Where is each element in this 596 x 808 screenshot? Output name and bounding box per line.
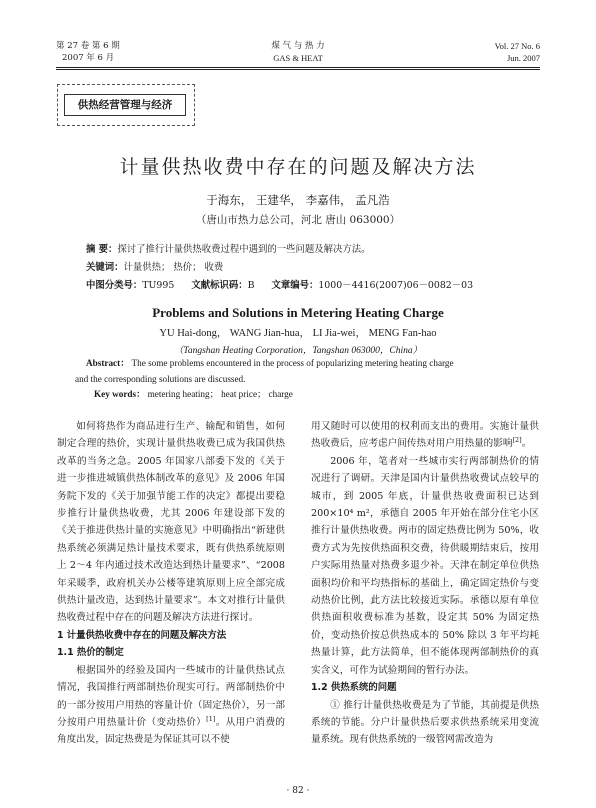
section-1-1-paragraph xyxy=(57,662,285,749)
issue-date-en: Jun. 2007 xyxy=(506,53,540,63)
header-rule xyxy=(56,67,540,68)
continued-paragraph xyxy=(311,418,539,453)
column-tag: 供热经营管理与经济 xyxy=(64,94,186,116)
clc-label: 中图分类号： xyxy=(86,280,143,291)
abstract-label: 摘 要： xyxy=(86,244,118,255)
classification-line xyxy=(86,277,516,295)
abstract-en-label: Abstract： xyxy=(86,358,130,368)
journal-name-cn: 煤 气 与 热 力 xyxy=(271,41,325,51)
paper-affiliation: （唐山市热力总公司，河北 唐山 063000） xyxy=(195,214,401,226)
section-1-2-heading: 1.2 供热系统的问题 xyxy=(311,682,397,694)
journal-name-en: GAS & HEAT xyxy=(273,53,323,63)
abstract-en-text: The some problems encountered in the process of popularizing metering heating charge xyxy=(131,358,454,368)
keywords-en-text: metering heating； heat price； charge xyxy=(147,389,293,399)
volume-issue-en: Vol. 27 No. 6 xyxy=(494,41,540,51)
abstract-en-line2: and the corresponding solutions are discussed. xyxy=(75,373,246,384)
header-right xyxy=(495,40,540,64)
abstract-en xyxy=(75,356,526,403)
issue-date: 2007 年 6 月 xyxy=(62,53,115,63)
title-en: Problems and Solutions in Metering Heating Charge xyxy=(152,305,444,320)
page-number: · 82 · xyxy=(286,786,310,796)
article-no-label: 文章编号： xyxy=(271,280,319,291)
abstract-en-line1 xyxy=(86,356,526,372)
keywords-text: 计量供热； 热价； 收费 xyxy=(123,262,224,273)
section-1-heading: 1 计量供热收费中存在的问题及解决方法 xyxy=(57,629,227,641)
affiliation-en: （Tangshan Heating Corporation，Tangshan 063000，China） xyxy=(173,346,423,356)
paper-authors: 于海东， 王建华， 李嘉伟， 孟凡浩 xyxy=(206,193,390,207)
survey-paragraph: 2006 年，笔者对一些城市实行两部制热价的情况进行了调研。天津是国内计量供热收费试点较早的城市，到 2005 年底，计量供热收费面积已达到 200×10⁴ m²，承德自 2005 年开始在部分住宅小区推行计量供热收费。两市的固定热费比例为 50%，收费方式为先按供热面积交费，待供暖期结束后，按用户实际用热量对热费多退少补。天津在制定单位供热面积均价和平均热指标的基础上，确定固定热价与变动热价比例，此方法比较接近实际。承德以原有单位供热面积收费标准为基数，设定其 50% 为固定热价，变动热价按总供热成本的 50% 除以 3 年平均耗热量计算，此方法简单，但不能体现两部制热价的真实含义，可作为试验期间的暂行办法。 xyxy=(311,455,539,676)
article-no-value: 1000－4416(2007)06－0082－03 xyxy=(318,280,474,291)
doc-code-label: 文献标识码： xyxy=(191,280,248,291)
authors-en: YU Hai-dong， WANG Jian-hua， LI Jia-wei， MENG Fan-hao xyxy=(159,328,437,339)
body-right-column xyxy=(311,418,539,749)
section-1-1-tail: 。从用户消费的角度出发，固定热费是为保证其可以不使 xyxy=(57,716,286,746)
header-rule-thin xyxy=(56,69,540,70)
continued-text: 用又随时可以使用的权利而支出的费用。实施计量供热收费后，应考虑户间传热对用户用热量的影响 xyxy=(311,421,539,450)
keywords-cn-line xyxy=(86,259,516,277)
system-paragraph: ① 推行计量供热收费是为了节能，其前提是供热系统的节能。分户计量供热后要求供热系统采用变流量系统。现有供热系统的一级管网需改造为 xyxy=(311,699,539,746)
abstract-cn xyxy=(86,241,516,295)
continued-tail: 。 xyxy=(521,438,532,450)
volume-issue: 第 27 卷 第 6 期 xyxy=(56,41,120,51)
abstract-cn-line xyxy=(86,241,516,259)
section-1-1-heading: 1.1 热价的制定 xyxy=(57,647,124,659)
keywords-en-line xyxy=(94,387,526,403)
header-center xyxy=(230,40,366,64)
section-1-1-text: 根据国外的经验及国内一些城市的计量供热试点情况，我国推行两部制热价现实可行。两部制热价中的一部分按用户用热的容量计价（固定热价），另一部分按用户用热量计价（变动热价） xyxy=(57,664,285,728)
intro-paragraph: 如何将热作为商品进行生产、输配和销售，如何制定合理的热价，实现计量供热收费已成为我国供热改革的当务之急。2005 年国家八部委下发的《关于进一步推进城镇供热体制改革的意见》及 2006 年国务院下发的《关于加强节能工作的决定》都提出要稳步推行计量供热收费，尤其 2006 年建设部下发的《关于推进供热计量的实施意见》中明确指出“新建供热系统必须满足热计量技术要求，既有供热系统原则上 2～4 年内通过技术改造达到热计量要求”、“2008 年采暖季，政府机关办公楼等建筑原则上应全部完成供热计量改造，达到热计量要求”。本文对推行计量供热收费过程中存在的问题及解决方法进行探讨。 xyxy=(57,421,285,624)
paper-title: 计量供热收费中存在的问题及解决方法 xyxy=(119,156,477,178)
clc-value: TU995 xyxy=(142,280,175,291)
header-left xyxy=(56,40,120,64)
doc-code-value: B xyxy=(247,280,255,291)
citation-2: [2] xyxy=(512,436,522,445)
citation-1: [1] xyxy=(206,714,216,723)
abstract-text: 探讨了推行计量供热收费过程中遇到的一些问题及解决方法。 xyxy=(117,244,371,255)
keywords-en-label: Key words： xyxy=(94,389,146,399)
body-left-column xyxy=(57,418,285,749)
keywords-label: 关键词： xyxy=(86,262,124,273)
